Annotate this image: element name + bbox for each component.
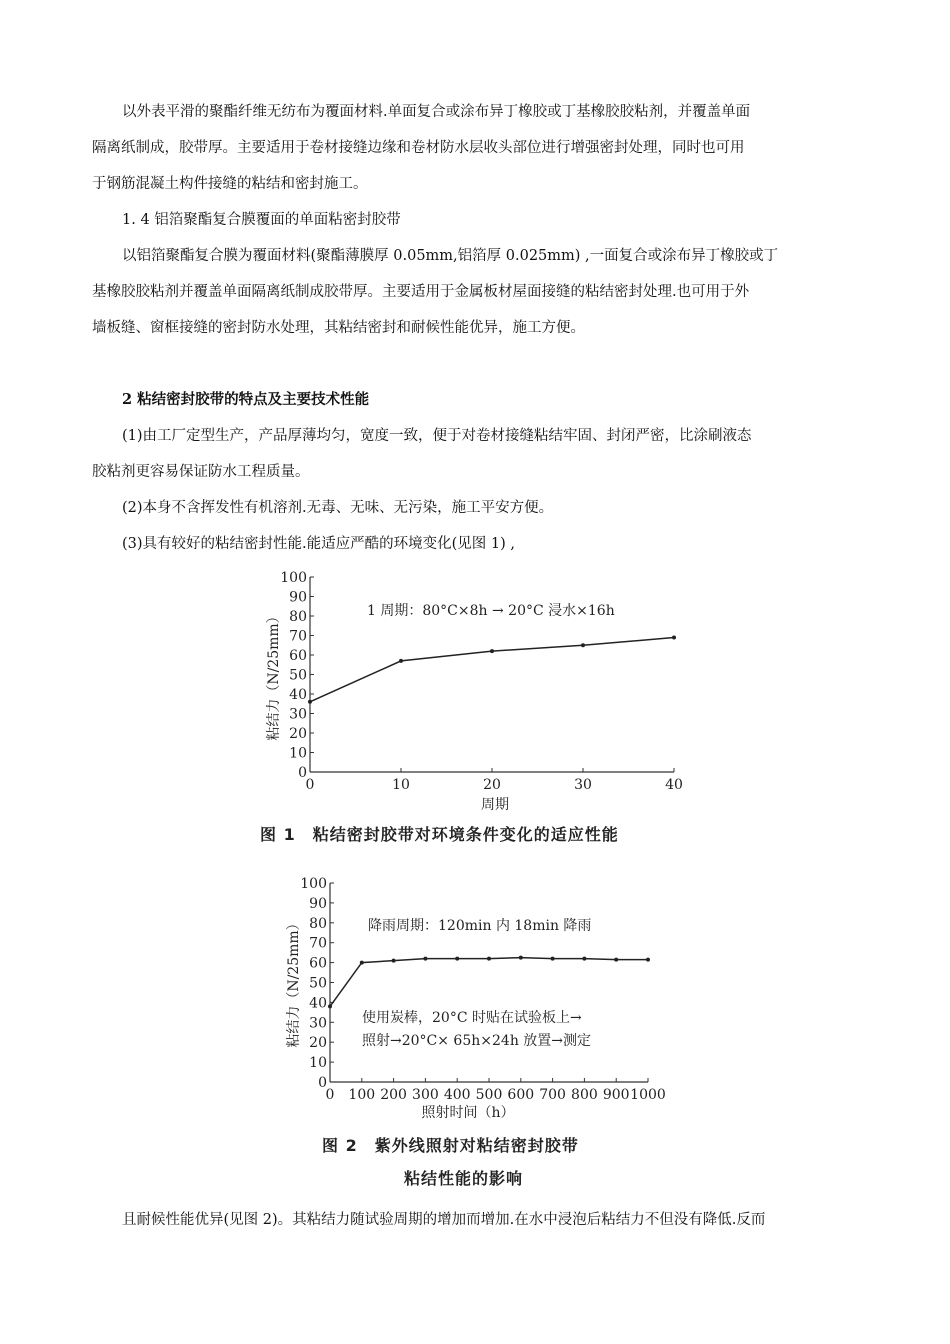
figure-1-annotation: 1 周期：80°C×8h → 20°C 浸水×16h: [367, 603, 615, 619]
data-point: [487, 957, 491, 961]
x-tick-label: 10: [392, 777, 410, 793]
x-tick-label: 0: [325, 1087, 335, 1103]
item3: (3)具有较好的粘结密封性能.能适应严酷的环境变化(见图 1) ,: [122, 536, 516, 552]
figure-1-x-label: 周期: [481, 797, 509, 813]
para2-line1: 以铝箔聚酯复合膜为覆面材料(聚酯薄膜厚 0.05mm,铝箔厚 0.025mm) ,一面复合或涂布异丁橡胶或丁: [122, 248, 779, 264]
x-tick-label: 700: [539, 1087, 566, 1103]
section-2-heading: 2 粘结密封胶带的特点及主要技术性能: [122, 391, 370, 408]
figure-1-caption: 图 1 粘结密封胶带对环境条件变化的适应性能: [260, 825, 619, 844]
y-tick-label: 50: [309, 975, 327, 992]
figure-2-y-label: 粘结力（N/25mm）: [286, 916, 302, 1048]
closing-line: 且耐候性能优异(见图 2)。其粘结力随试验周期的增加而增加.在水中浸泡后粘结力不但没有降低.反而: [122, 1212, 766, 1228]
y-tick-label: 20: [309, 1035, 327, 1052]
item2: (2)本身不含挥发性有机溶剂.无毒、无味、无污染，施工平安方便。: [122, 500, 554, 516]
y-tick-label: 80: [309, 915, 327, 932]
series-line: [330, 958, 648, 1007]
x-tick-label: 30: [574, 777, 592, 793]
y-tick-label: 20: [289, 726, 307, 742]
series-line: [310, 638, 674, 702]
x-tick-label: 100: [348, 1087, 376, 1103]
y-tick-label: 30: [309, 1015, 327, 1032]
data-point: [360, 961, 364, 965]
y-tick-label: 100: [280, 570, 307, 586]
figure-2-annotation: 降雨周期：120min 内 18min 降雨: [368, 918, 592, 934]
data-point: [646, 958, 650, 962]
figure-2-caption-line2: 粘结性能的影响: [404, 1169, 524, 1188]
figure-1-chart: [260, 565, 700, 815]
x-tick-label: 40: [665, 777, 683, 793]
x-tick-label: 900: [602, 1087, 630, 1103]
y-tick-label: 60: [309, 955, 327, 972]
x-tick-label: 400: [443, 1087, 471, 1103]
x-tick-label: 600: [507, 1087, 535, 1103]
x-tick-label: 200: [380, 1087, 407, 1103]
figure-2-note-line2: 照射→20°C× 65h×24h 放置→测定: [362, 1033, 592, 1049]
x-tick-label: 0: [305, 777, 315, 793]
y-tick-label: 60: [289, 648, 307, 664]
figure-2-chart: [280, 872, 680, 1124]
y-tick-label: 0: [318, 1075, 327, 1091]
para1-line2: 隔离纸制成，胶带厚。主要适用于卷材接缝边缘和卷材防水层收头部位进行增强密封处理，同时也可用: [92, 140, 745, 156]
data-point: [551, 957, 555, 961]
y-tick-label: 100: [300, 876, 327, 892]
y-tick-label: 0: [298, 765, 307, 781]
y-tick-label: 30: [289, 706, 307, 723]
data-point: [581, 643, 585, 647]
y-tick-label: 10: [309, 1055, 327, 1072]
data-point: [423, 957, 427, 961]
y-tick-label: 70: [309, 935, 327, 952]
y-tick-label: 50: [289, 667, 307, 684]
data-point: [328, 1004, 332, 1008]
data-point: [490, 649, 494, 653]
data-point: [399, 659, 403, 663]
data-point: [582, 957, 586, 961]
para2-line2: 基橡胶胶粘剂并覆盖单面隔离纸制成胶带厚。主要适用于金属板材屋面接缝的粘结密封处理.也可用于外: [92, 284, 750, 300]
y-tick-label: 10: [289, 745, 307, 762]
figure-2-caption-line1: 图 2 紫外线照射对粘结密封胶带: [322, 1136, 579, 1155]
data-point: [392, 959, 396, 963]
figure-2-x-label: 照射时间（h）: [421, 1105, 515, 1121]
y-tick-label: 80: [289, 609, 307, 625]
section-1-4-heading: 1. 4 铝箔聚酯复合膜覆面的单面粘密封胶带: [122, 212, 401, 228]
para2-line3: 墙板缝、窗框接缝的密封防水处理，其粘结密封和耐候性能优异，施工方便。: [92, 320, 585, 336]
data-point: [672, 635, 676, 639]
data-point: [519, 956, 523, 960]
x-tick-label: 20: [483, 777, 501, 793]
data-point: [614, 958, 618, 962]
data-point: [308, 700, 312, 704]
figure-2-note-line1: 使用炭棒，20°C 时贴在试验板上→: [362, 1010, 582, 1026]
para1-line3: 于钢筋混凝土构件接缝的粘结和密封施工。: [92, 176, 368, 192]
y-tick-label: 90: [309, 895, 327, 912]
x-tick-label: 1000: [630, 1087, 666, 1103]
y-tick-label: 40: [309, 995, 327, 1012]
x-tick-label: 800: [571, 1087, 598, 1103]
x-tick-label: 500: [475, 1087, 503, 1103]
item1-line2: 胶粘剂更容易保证防水工程质量。: [92, 464, 310, 480]
para1-line1: 以外表平滑的聚酯纤维无纺布为覆面材料.单面复合或涂布异丁橡胶或丁基橡胶胶粘剂，并覆盖单面: [122, 104, 751, 120]
y-tick-label: 90: [289, 589, 307, 606]
data-point: [455, 957, 459, 961]
y-tick-label: 40: [289, 687, 307, 703]
x-tick-label: 300: [412, 1087, 439, 1103]
item1-line1: (1)由工厂定型生产，产品厚薄均匀，宽度一致，便于对卷材接缝粘结牢固、封闭严密，比涂刷液态: [122, 428, 752, 444]
figure-1-y-label: 粘结力（N/25mm）: [266, 609, 282, 741]
y-tick-label: 70: [289, 628, 307, 645]
